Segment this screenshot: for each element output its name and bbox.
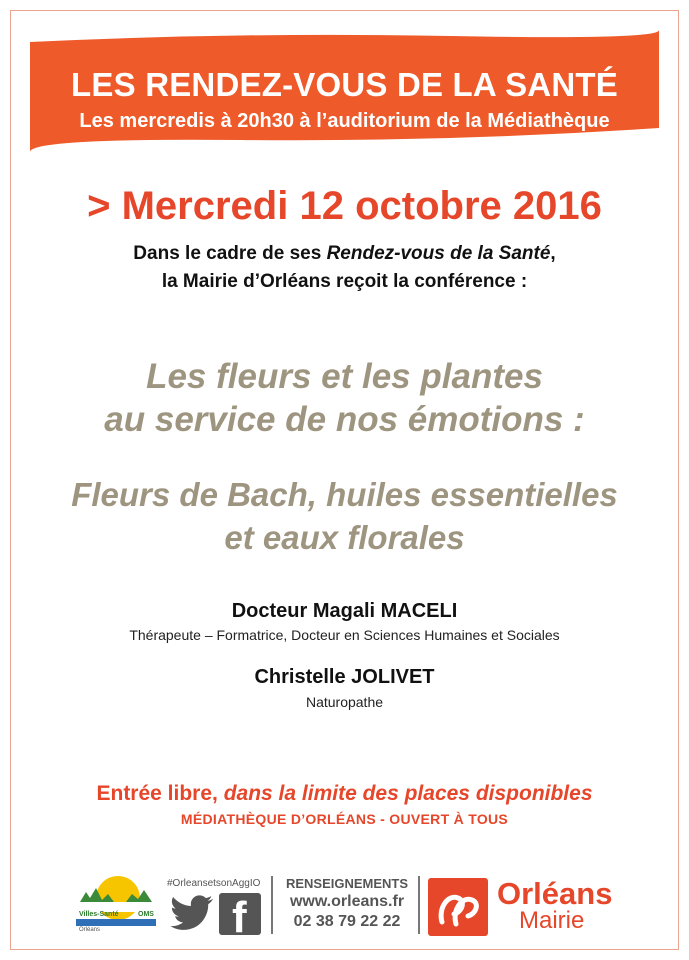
footer — [0, 868, 689, 940]
villes-sante-label: Villes-Santé — [79, 911, 119, 918]
footer-divider-2 — [418, 876, 420, 934]
info-title: RENSEIGNEMENTS — [285, 876, 409, 891]
intro-line-1-end: , — [550, 243, 556, 264]
contact-info — [282, 876, 412, 931]
talk-title-line-1: Les fleurs et les plantes — [146, 357, 543, 396]
entry-note-italic: dans la limite des places disponibles — [223, 782, 593, 805]
hashtag: #OrleansetsonAggIO — [167, 878, 261, 889]
orleans-logo — [428, 878, 488, 936]
intro-line-1-italic: Rendez-vous de la Santé — [326, 243, 551, 264]
entry-note-plain: Entrée libre, — [96, 782, 224, 805]
oms-label: OMS — [138, 911, 154, 918]
orleans-name: Orléans — [497, 876, 613, 911]
website-link[interactable]: www.orleans.fr — [289, 893, 405, 910]
speaker-2-name: Christelle JOLIVET — [254, 666, 435, 688]
orleans-logo-mark — [428, 878, 488, 936]
intro-line-2: la Mairie d’Orléans reçoit la conférence : — [161, 271, 528, 292]
intro-line-1-start: Dans le cadre de ses — [133, 243, 327, 264]
talk-subtitle-line-1: Fleurs de Bach, huiles essentielles — [71, 476, 618, 513]
banner-subtitle: Les mercredis à 20h30 à l’auditorium de la Médiathèque — [79, 110, 610, 132]
banner-title: LES RENDEZ-VOUS DE LA SANTÉ — [71, 66, 618, 103]
facebook-letter: f — [232, 893, 247, 935]
event-date: > Mercredi 12 octobre 2016 — [87, 184, 602, 228]
villes-sante-city: Orléans — [79, 927, 101, 933]
twitter-icon[interactable] — [168, 894, 214, 934]
talk-subtitle-line-2: et eaux florales — [224, 519, 465, 556]
speaker-1-name: Docteur Magali MACELI — [231, 600, 458, 622]
venue-note: MÉDIATHÈQUE D’ORLÉANS - OUVERT À TOUS — [180, 811, 509, 827]
facebook-icon[interactable] — [219, 893, 261, 935]
intro-line-1 — [0, 240, 689, 268]
talk-title — [0, 355, 689, 441]
talk-title-line-2: au service de nos émotions : — [104, 400, 585, 439]
villes-sante-logo — [76, 872, 156, 936]
footer-divider-1 — [271, 876, 273, 934]
talk-subtitle — [0, 473, 689, 559]
entry-note — [0, 782, 689, 806]
orleans-mairie: Mairie — [519, 907, 585, 934]
phone-number: 02 38 79 22 22 — [293, 913, 401, 930]
speaker-1-role: Thérapeute – Formatrice, Docteur en Sciences Humaines et Sociales — [129, 627, 560, 643]
speaker-2-role: Naturopathe — [305, 694, 384, 710]
header-banner — [30, 30, 659, 152]
event-intro — [0, 240, 689, 296]
